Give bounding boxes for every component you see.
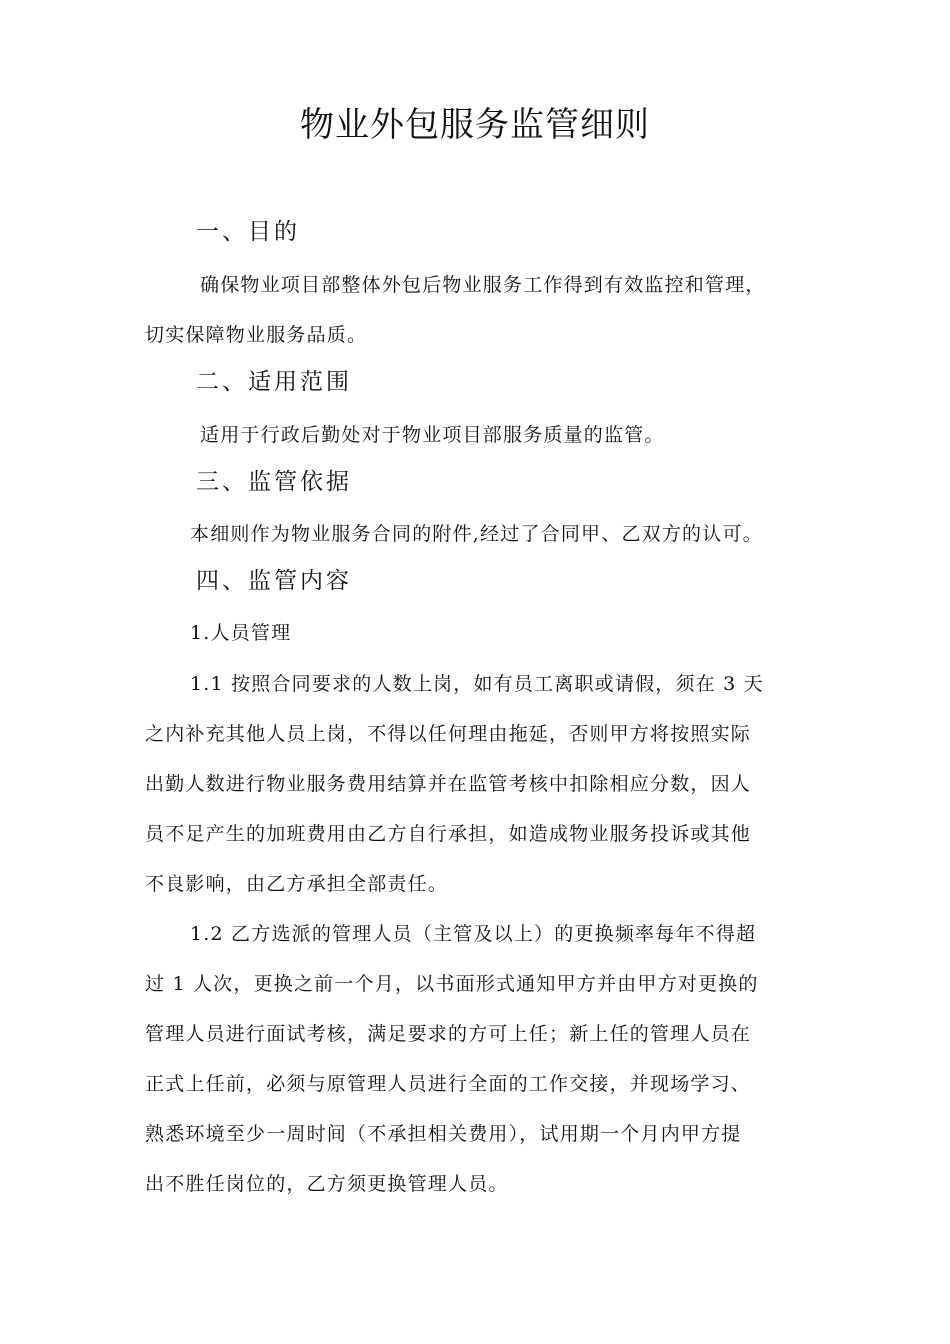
paragraph-line: 确保物业项目部整体外包后物业服务工作得到有效监控和管理， [200, 274, 766, 296]
paragraph-line: 员不足产生的加班费用由乙方自行承担，如造成物业服务投诉或其他 [145, 823, 752, 845]
subsection-heading-personnel: 1.人员管理 [190, 622, 292, 644]
paragraph-line: 切实保障物业服务品质。 [145, 324, 368, 346]
section-heading-purpose: 一、目的 [196, 219, 300, 245]
paragraph-line: 管理人员进行面试考核，满足要求的方可上任；新上任的管理人员在 [145, 1023, 752, 1045]
section-heading-basis: 三、监管依据 [196, 469, 352, 495]
paragraph-line: 适用于行政后勤处对于物业项目部服务质量的监管。 [200, 424, 665, 446]
paragraph-line: 出勤人数进行物业服务费用结算并在监管考核中扣除相应分数，因人 [145, 773, 752, 795]
paragraph-line: 本细则作为物业服务合同的附件,经过了合同甲、乙双方的认可。 [190, 523, 763, 545]
paragraph-line: 过 1 人次，更换之前一个月，以书面形式通知甲方并由甲方对更换的 [145, 973, 759, 995]
paragraph-line: 1.1 按照合同要求的人数上岗，如有员工离职或请假，须在 3 天 [190, 673, 764, 695]
paragraph-line: 不良影响，由乙方承担全部责任。 [145, 873, 449, 895]
paragraph-line: 出不胜任岗位的，乙方须更换管理人员。 [145, 1173, 509, 1195]
document-title: 物业外包服务监管细则 [300, 105, 650, 145]
paragraph-line: 正式上任前，必须与原管理人员进行全面的工作交接，并现场学习、 [145, 1073, 752, 1095]
section-heading-content: 四、监管内容 [196, 568, 352, 594]
paragraph-line: 熟悉环境至少一周时间（不承担相关费用），试用期一个月内甲方提 [145, 1123, 742, 1145]
section-heading-scope: 二、适用范围 [196, 369, 352, 395]
paragraph-line: 之内补充其他人员上岗，不得以任何理由拖延，否则甲方将按照实际 [145, 723, 752, 745]
paragraph-line: 1.2 乙方选派的管理人员（主管及以上）的更换频率每年不得超 [190, 923, 757, 945]
